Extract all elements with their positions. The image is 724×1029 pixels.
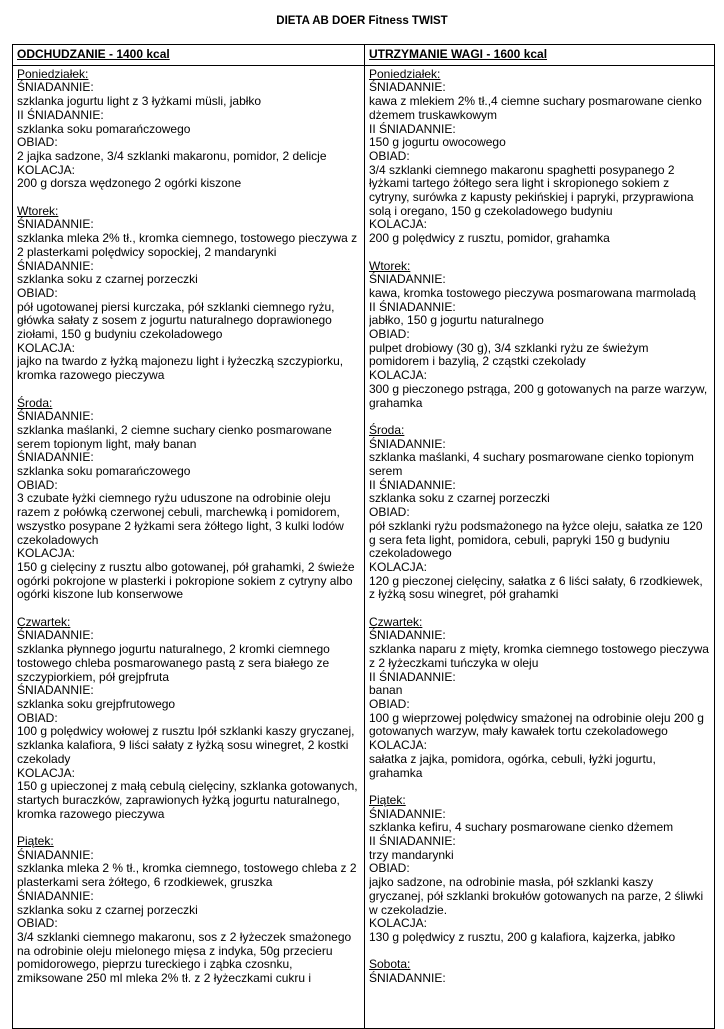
day-name: Środa:: [17, 395, 53, 410]
day-name: Sobota:: [369, 957, 411, 972]
meal-line: OBIAD:: [369, 148, 410, 163]
table-header-row: [13, 45, 715, 66]
maintenance-plan-cell: [365, 65, 715, 1028]
meal-line: ŚNIADANNIE:: [369, 971, 446, 986]
meal-line: II ŚNIADANNIE:: [369, 477, 456, 492]
meal-line: szklanka maślanki, 2 ciemne suchary cienko posmarowane serem topionym light, mały banan: [17, 422, 332, 451]
column-header-weight-loss: ODCHUDZANIE - 1400 kcal: [13, 45, 365, 66]
day-block: [369, 794, 710, 945]
meal-line: ŚNIADANNIE:: [369, 80, 446, 95]
day-name: Poniedziałek:: [17, 67, 89, 81]
meal-line: ŚNIADANNIE:: [17, 888, 94, 903]
day-name: Środa:: [369, 422, 405, 437]
meal-line: ŚNIADANNIE:: [17, 683, 94, 698]
day-name: Piątek:: [17, 834, 54, 849]
meal-line: szklanka soku pomarańczowego: [17, 121, 191, 136]
meal-line: pół szklanki ryżu podsmażonego na łyżce oleju, sałatka ze 120 g sera feta light, pomidora, cebuli, papryki 150 g budyniu czekoladowego: [369, 518, 703, 561]
meal-line: 2 jajka sadzone, 3/4 szklanki makaronu, pomidor, 2 delicje: [17, 148, 327, 163]
meal-line: OBIAD:: [369, 697, 410, 711]
meal-line: 100 g wieprzowej polędwicy smażonej na odrobinie oleju 200 g gotowanych warzyw, mały kawałek tortu czekoladowego: [369, 710, 704, 739]
meal-line: ŚNIADANNIE:: [369, 628, 446, 643]
meal-line: ŚNIADANNIE:: [17, 628, 94, 643]
day-name: Czwartek:: [17, 614, 71, 629]
day-name: Wtorek:: [17, 203, 59, 218]
meal-line: szklanka soku z czarnej porzeczki: [17, 272, 198, 287]
meal-line: sałatka z jajka, pomidora, ogórka, cebuli, łyżki jogurtu, grahamka: [369, 751, 656, 780]
meal-line: ŚNIADANNIE:: [17, 217, 94, 232]
meal-line: pół ugotowanej piersi kurczaka, pół szklanki ciemnego ryżu, główka sałaty z sosem z jogurtu naturalnego doprawionego ziołami, 150 g budyniu czekoladowego: [17, 299, 335, 342]
meal-line: pulpet drobiowy (30 g), 3/4 szklanki ryżu ze świeżym pomidorem i bazylią, 2 cząstki czekolady: [369, 340, 649, 369]
meal-line: 130 g polędwicy z rusztu, 200 g kalafiora, kajzerka, jabłko: [369, 929, 676, 944]
day-block: [17, 616, 360, 822]
meal-line: 150 g cielęciny z rusztu albo gotowanej, pół grahamki, 2 świeże ogórki pokrojone w plasterki i pokropione sokiem z cytryny albo ogórki kiszone lub konserwowe: [17, 559, 355, 602]
meal-line: 100 g polędwicy wołowej z rusztu lpół szklanki kaszy gryczanej, szklanka kalafiora, 9 liści sałaty z łyżką sosu winegret, 2 kostki czekolady: [17, 724, 355, 766]
meal-line: szklanka jogurtu light z 3 łyżkami müsli, jabłko: [17, 94, 262, 109]
day-name: Piątek:: [369, 792, 406, 807]
meal-line: II ŚNIADANNIE:: [369, 121, 456, 136]
day-block: [17, 205, 360, 383]
meal-line: jajko sadzone, na odrobinie masła, pół szklanki kaszy gryczanej, pół szklanki brokułów gotowanych na parze, 2 śliwki w czekoladzie.: [369, 875, 704, 917]
meal-line: ŚNIADANNIE:: [17, 847, 94, 862]
meal-line: 3 czubate łyżki ciemnego ryżu uduszone na odrobinie oleju razem z połówką czerwonej cebuli, marchewką i pomidorem, wszystko posypane 2 łyżkami sera żółtego light, 3 kulki lodów czekoladowych: [17, 491, 344, 547]
meal-line: szklanka mleka 2 % tł., kromka ciemnego, tostowego chleba z 2 plasterkami sera żółtego, 6 rzodkiewek, gruszka: [17, 861, 357, 890]
meal-line: 200 g dorsza wędzonego 2 ogórki kiszone: [17, 176, 242, 191]
meal-line: ŚNIADANNIE:: [17, 450, 94, 465]
meal-line: szklanka naparu z mięty, kromka ciemnego tostowego pieczywa z 2 łyżeczkami tuńczyka w oleju: [369, 642, 709, 670]
meal-line: KOLACJA:: [17, 765, 76, 780]
meal-line: jabłko, 150 g jogurtu naturalnego: [369, 313, 544, 328]
meal-line: II ŚNIADANNIE:: [369, 299, 456, 314]
meal-line: 150 g upieczonej z małą cebulą cielęciny, szklanka gotowanych, startych buraczków, zaprawionych łyżką jogurtu naturalnego, kromka razowego pieczywa: [17, 779, 358, 821]
day-block: [369, 424, 710, 602]
meal-line: szklanka soku pomarańczowego: [17, 464, 191, 479]
table-body-row: [13, 65, 715, 1028]
day-block: [369, 260, 710, 411]
meal-line: KOLACJA:: [369, 217, 428, 232]
meal-line: 300 g pieczonego pstrąga, 200 g gotowanych na parze warzyw, grahamka: [369, 381, 708, 410]
column-header-maintenance: UTRZYMANIE WAGI - 1600 kcal: [365, 45, 715, 66]
day-name: Czwartek:: [369, 614, 423, 629]
meal-line: banan: [369, 683, 403, 698]
meal-line: II ŚNIADANNIE:: [369, 834, 456, 849]
meal-line: szklanka soku z czarnej porzeczki: [369, 491, 550, 506]
meal-line: 3/4 szklanki ciemnego makaronu, sos z 2 łyżeczek smażonego na odrobinie oleju mielonego mięsa z indyka, 50g przecieru pomidorowego, pieprzu tureckiego i ząbka czosnku, zmiksowane 250 ml mleka 2% tł. z 2 łyżeczkami cukru i: [17, 929, 352, 986]
meal-line: KOLACJA:: [369, 368, 428, 383]
meal-line: 150 g jogurtu owocowego: [369, 135, 506, 150]
meal-line: szklanka płynnego jogurtu naturalnego, 2 kromki ciemnego tostowego chleba posmarowanego pastą z sera białego ze szczypiorkiem, pół grejpfruta: [17, 642, 330, 684]
meal-line: ŚNIADANNIE:: [369, 436, 446, 451]
day-block: [17, 68, 360, 191]
meal-line: szklanka kefiru, 4 suchary posmarowane cienko dżemem: [369, 820, 674, 835]
meal-line: OBIAD:: [17, 477, 58, 492]
meal-line: kawa z mlekiem 2% tł.,4 ciemne suchary posmarowane cienko dżemem truskawkowym: [369, 94, 702, 122]
meal-line: OBIAD:: [369, 861, 410, 876]
meal-line: OBIAD:: [17, 916, 58, 931]
meal-line: KOLACJA:: [369, 916, 428, 931]
day-block: [17, 397, 360, 603]
meal-line: KOLACJA:: [17, 340, 76, 355]
meal-line: II ŚNIADANNIE:: [17, 107, 104, 122]
meal-line: KOLACJA:: [17, 546, 76, 561]
diet-table: [12, 44, 715, 1029]
day-block: [369, 616, 710, 780]
meal-line: OBIAD:: [17, 135, 58, 150]
meal-line: 3/4 szklanki ciemnego makaronu spaghetti posypanego 2 łyżkami tartego żółtego sera light i skropionego sokiem z cytryny, surówka z kapusty pekińskiej i papryki, przyprawiona solą i oregano, 150 g czekoladowego budyniu: [369, 162, 694, 218]
meal-line: jajko na twardo z łyżką majonezu light i łyżeczką szczypiorku, kromka razowego pieczywa: [17, 354, 344, 383]
maintenance-plan: [369, 68, 710, 1026]
weight-loss-plan: [17, 68, 360, 1026]
document-title: DIETA AB DOER Fitness TWIST: [276, 15, 448, 27]
meal-line: szklanka soku grejpfrutowego: [17, 697, 176, 711]
meal-line: ŚNIADANNIE:: [17, 409, 94, 424]
meal-line: ŚNIADANNIE:: [369, 272, 446, 287]
meal-line: ŚNIADANNIE:: [17, 258, 94, 273]
meal-line: KOLACJA:: [17, 162, 76, 177]
day-block: [17, 835, 360, 986]
meal-line: trzy mandarynki: [369, 847, 454, 862]
meal-line: ŚNIADANNIE:: [17, 80, 94, 95]
meal-line: 120 g pieczonej cielęciny, sałatka z 6 liści sałaty, 6 rzodkiewek, z łyżką sosu winegret, pół grahamki: [369, 573, 703, 602]
meal-line: szklanka soku z czarnej porzeczki: [17, 902, 198, 917]
meal-line: OBIAD:: [17, 710, 58, 725]
weight-loss-plan-cell: [13, 65, 365, 1028]
meal-line: OBIAD:: [369, 327, 410, 342]
meal-line: szklanka maślanki, 4 suchary posmarowane cienko topionym serem: [369, 450, 694, 479]
day-block: [369, 68, 710, 246]
meal-line: KOLACJA:: [369, 559, 428, 574]
meal-line: ŚNIADANNIE:: [369, 806, 446, 821]
meal-line: KOLACJA:: [369, 738, 428, 753]
day-name: Wtorek:: [369, 258, 411, 273]
meal-line: II ŚNIADANNIE:: [369, 669, 456, 684]
meal-line: 200 g polędwicy z rusztu, pomidor, grahamka: [369, 231, 610, 246]
meal-line: szklanka mleka 2% tł., kromka ciemnego, tostowego pieczywa z 2 plasterkami polędwicy sopockiej, 2 mandarynki: [17, 231, 358, 259]
day-name: Poniedziałek:: [369, 67, 441, 81]
day-block: [369, 958, 710, 985]
meal-line: OBIAD:: [17, 285, 58, 300]
meal-line: kawa, kromka tostowego pieczywa posmarowana marmoladą: [369, 285, 696, 300]
meal-line: OBIAD:: [369, 505, 410, 520]
